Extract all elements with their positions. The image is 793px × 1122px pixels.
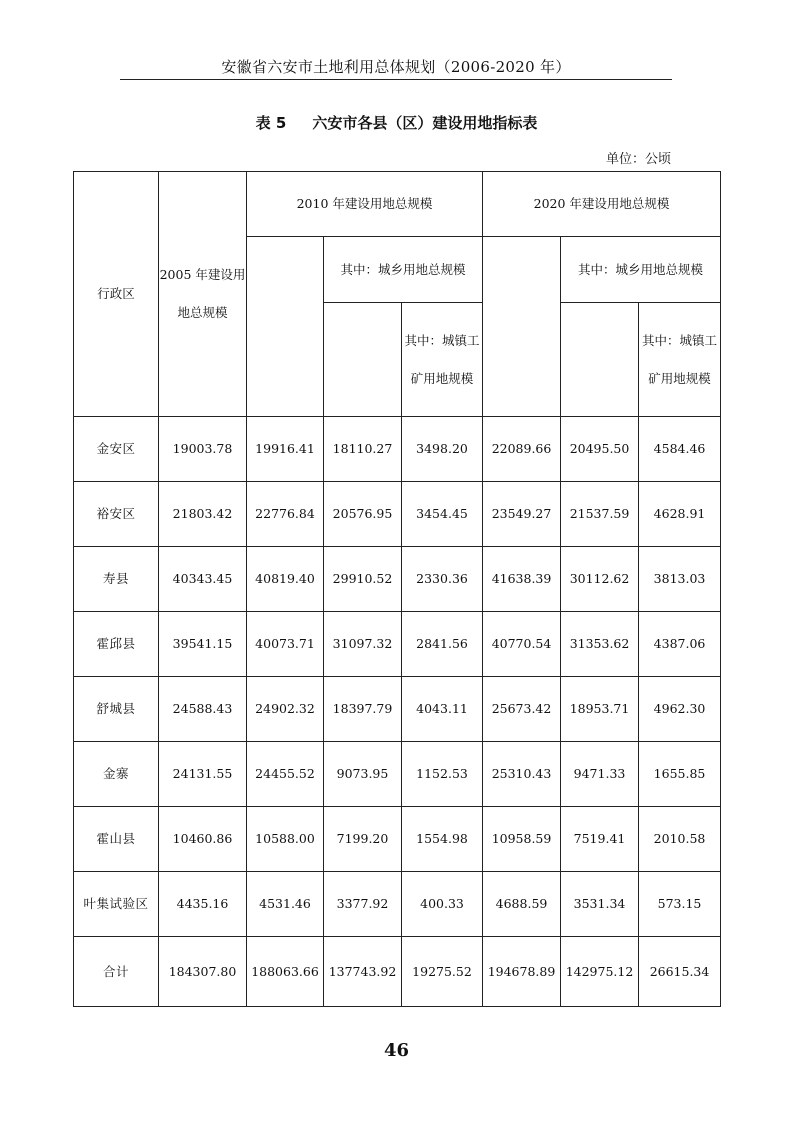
table-cell: 2010.58 <box>639 807 721 872</box>
table-cell: 7199.20 <box>324 807 402 872</box>
table-cell: 3498.20 <box>402 417 483 482</box>
table-cell: 3377.92 <box>324 872 402 937</box>
table-cell: 1152.53 <box>402 742 483 807</box>
table-row <box>74 482 721 547</box>
table-row <box>74 742 721 807</box>
table-total-row <box>74 937 721 1007</box>
column-header-2020-town-mining: 其中：城镇工矿用地规模 <box>639 303 721 417</box>
table-cell: 25673.42 <box>483 677 561 742</box>
table-cell: 184307.80 <box>159 937 247 1007</box>
table-cell: 7519.41 <box>561 807 639 872</box>
row-district-name: 寿县 <box>74 547 159 612</box>
table-cell: 188063.66 <box>247 937 324 1007</box>
table-row <box>74 417 721 482</box>
total-row-label: 合计 <box>74 937 159 1007</box>
table-cell: 24455.52 <box>247 742 324 807</box>
table-cell: 41638.39 <box>483 547 561 612</box>
table-cell: 18953.71 <box>561 677 639 742</box>
table-cell: 26615.34 <box>639 937 721 1007</box>
table-cell: 29910.52 <box>324 547 402 612</box>
table-cell: 4962.30 <box>639 677 721 742</box>
table-cell: 23549.27 <box>483 482 561 547</box>
table-cell: 3454.45 <box>402 482 483 547</box>
column-header-district: 行政区 <box>74 172 159 417</box>
unit-label: 单位：公顷 <box>605 152 671 167</box>
table-row <box>74 547 721 612</box>
table-cell: 4688.59 <box>483 872 561 937</box>
table-cell: 19003.78 <box>159 417 247 482</box>
column-header-2020-urban-rural: 其中：城乡用地总规模 <box>561 237 721 303</box>
table-cell: 2330.36 <box>402 547 483 612</box>
column-header-2010-urban-rural: 其中：城乡用地总规模 <box>324 237 483 303</box>
table-cell: 4628.91 <box>639 482 721 547</box>
table-cell: 4584.46 <box>639 417 721 482</box>
table-cell: 22089.66 <box>483 417 561 482</box>
table-cell: 142975.12 <box>561 937 639 1007</box>
table-cell: 10588.00 <box>247 807 324 872</box>
table-cell: 18110.27 <box>324 417 402 482</box>
table-cell: 19275.52 <box>402 937 483 1007</box>
table-cell: 22776.84 <box>247 482 324 547</box>
table-cell: 137743.92 <box>324 937 402 1007</box>
row-district-name: 金安区 <box>74 417 159 482</box>
table-cell: 21537.59 <box>561 482 639 547</box>
column-header-2020-town-mining-blank-cell <box>561 303 639 417</box>
table-cell: 4531.46 <box>247 872 324 937</box>
table-cell: 31097.32 <box>324 612 402 677</box>
table-cell: 31353.62 <box>561 612 639 677</box>
table-cell: 400.33 <box>402 872 483 937</box>
table-cell: 3531.34 <box>561 872 639 937</box>
table-cell: 21803.42 <box>159 482 247 547</box>
table-cell: 4387.06 <box>639 612 721 677</box>
table-cell: 24588.43 <box>159 677 247 742</box>
column-header-2010-total: 2010 年建设用地总规模 <box>247 172 483 237</box>
table-cell: 4043.11 <box>402 677 483 742</box>
row-district-name: 裕安区 <box>74 482 159 547</box>
table-cell: 40819.40 <box>247 547 324 612</box>
table-cell: 3813.03 <box>639 547 721 612</box>
row-district-name: 叶集试验区 <box>74 872 159 937</box>
table-cell: 10460.86 <box>159 807 247 872</box>
table-caption <box>0 112 793 133</box>
table-cell: 9073.95 <box>324 742 402 807</box>
table-number: 表 5 <box>255 114 287 132</box>
row-district-name: 霍邱县 <box>74 612 159 677</box>
row-district-name: 金寨 <box>74 742 159 807</box>
column-header-2010-blank <box>247 237 324 417</box>
table-cell: 20576.95 <box>324 482 402 547</box>
table-cell: 18397.79 <box>324 677 402 742</box>
column-header-2010-town-mining: 其中：城镇工矿用地规模 <box>402 303 483 417</box>
table-cell: 1655.85 <box>639 742 721 807</box>
table-cell: 30112.62 <box>561 547 639 612</box>
column-header-2005-total: 2005 年建设用地总规模 <box>159 172 247 417</box>
table-cell: 2841.56 <box>402 612 483 677</box>
table-cell: 19916.41 <box>247 417 324 482</box>
row-district-name: 霍山县 <box>74 807 159 872</box>
table-cell: 9471.33 <box>561 742 639 807</box>
table-cell: 24131.55 <box>159 742 247 807</box>
table-cell: 39541.15 <box>159 612 247 677</box>
table-cell: 573.15 <box>639 872 721 937</box>
table-row <box>74 677 721 742</box>
table-cell: 4435.16 <box>159 872 247 937</box>
table-cell: 40770.54 <box>483 612 561 677</box>
column-header-2010-town-mining-blank-cell <box>324 303 402 417</box>
construction-land-table <box>73 171 721 1007</box>
table-cell: 24902.32 <box>247 677 324 742</box>
table-row <box>74 612 721 677</box>
table-cell: 20495.50 <box>561 417 639 482</box>
row-district-name: 舒城县 <box>74 677 159 742</box>
running-header-title: 安徽省六安市土地利用总体规划（2006-2020 年） <box>221 58 571 76</box>
column-header-2020-total: 2020 年建设用地总规模 <box>483 172 721 237</box>
header-row-1 <box>74 172 721 237</box>
table-cell: 25310.43 <box>483 742 561 807</box>
column-header-2020-blank <box>483 237 561 417</box>
table-cell: 10958.59 <box>483 807 561 872</box>
table-title: 六安市各县（区）建设用地指标表 <box>312 114 538 132</box>
table-cell: 194678.89 <box>483 937 561 1007</box>
table-row <box>74 807 721 872</box>
page-number: 46 <box>383 1040 410 1061</box>
table-cell: 1554.98 <box>402 807 483 872</box>
header-divider <box>120 79 672 80</box>
table-cell: 40073.71 <box>247 612 324 677</box>
table-cell: 40343.45 <box>159 547 247 612</box>
table-row <box>74 872 721 937</box>
